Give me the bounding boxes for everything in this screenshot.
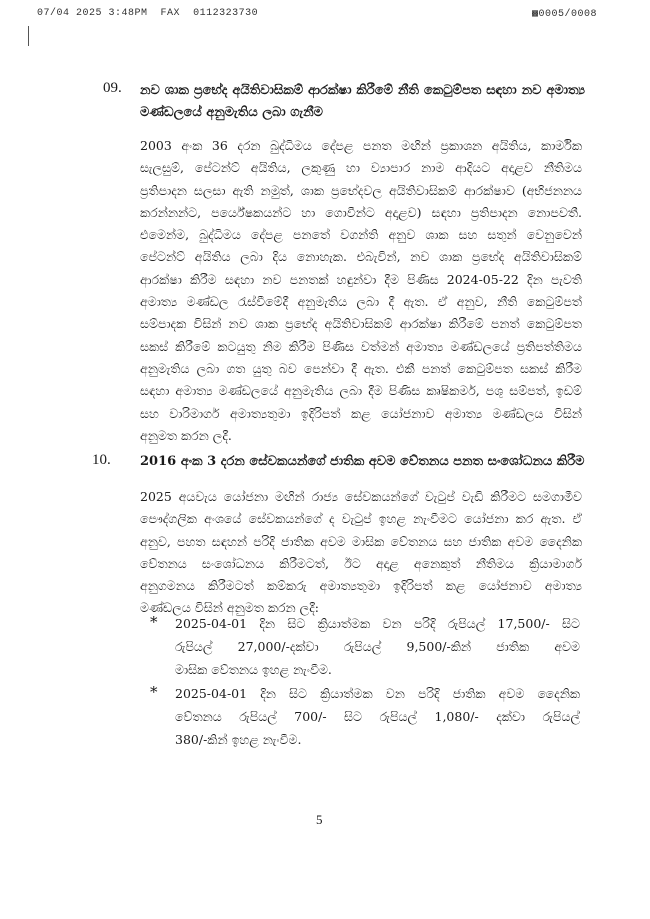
item-paragraph bbox=[140, 135, 582, 447]
paragraph-line: පෞද්ගලික අංශයේ සේවකයන්ගේ ද වැටුප් ඉහළ නැංවීමට යෝජනා කර ඇත. ඒ bbox=[140, 511, 582, 527]
paragraph-line: අනුව, පහත සඳහන් පරිදි ජාතික අවම මාසික වේතනය සහ ජාතික අවම දෛනික bbox=[140, 533, 582, 549]
paragraph-line: සම්පාදක විසින් නව ශාක ප්‍රභේද අයිතිවාසිකම් ආරක්ෂා කිරීමේ පනත් කෙටුම්පත bbox=[140, 316, 582, 332]
paragraph-line: අනුගමනය කිරීමටත් කම්කරු අමාත්‍යතුමා ඉදිරිපත් කළ යෝජනාව අමාත්‍ය bbox=[140, 578, 582, 594]
bullet-line: 2025-04-01 දින සිට ක්‍රියාත්මක වන පරිදි රුපියල් 17,500/- සිට bbox=[175, 616, 580, 631]
fax-label: FAX bbox=[160, 8, 181, 19]
paragraph-line: පේටන්ට් අයිතිය ලබා දිය නොහැක. එබැවින්, නව ශාක ප්‍රභේද අයිතිවාසිකම් bbox=[140, 249, 582, 265]
bullet-line: මාසික වේතනය ඉහළ නැංවීම. bbox=[175, 662, 332, 677]
paragraph-line: කරන්නන්ට, පර්යේෂකයන්ට හා ගොවීන්ට අදාළව) සඳහා ප්‍රතිපාදන නොපවතී. bbox=[140, 204, 582, 220]
bullet-line: 2025-04-01 දින සිට ක්‍රියාත්මක වන පරිදි ජාතික අවම දෛනික bbox=[175, 686, 580, 701]
paragraph-line: සහ වාරිමාර්ග අමාත්‍යතුමා ඉදිරිපත් කළ යෝජනාව අමාත්‍ය මණ්ඩලය විසින් bbox=[140, 405, 582, 421]
bullet-line: වේතනය රුපියල් 700/- සිට රුපියල් 1,080/- දක්වා රුපියල් bbox=[175, 709, 580, 724]
title-line: මණ්ඩලයේ අනුමැතිය ලබා ගැනීම bbox=[140, 105, 324, 120]
paragraph-line: ආරක්ෂා කිරීම සඳහා නව පනතක් හඳුන්වා දීම පිණිස 2024-05-22 දින පැවති bbox=[140, 271, 582, 287]
bullet-marker: * bbox=[150, 613, 158, 631]
paragraph-line: මණ්ඩලය විසින් අනුමත කරන ලදී: bbox=[140, 600, 319, 616]
paragraph-line: අනුමත කරන ලදී. bbox=[140, 427, 232, 443]
fax-header-left bbox=[37, 8, 258, 19]
paragraph-line: ප්‍රතිපාදන සලසා ඇති නමුත්, ශාක ප්‍රභේදවල අයිතිවාසිකම් ආරක්ෂාව (අභිජනනය bbox=[140, 182, 582, 198]
bullet-marker: * bbox=[150, 683, 158, 701]
fax-number: 0112323730 bbox=[193, 8, 259, 19]
item-paragraph bbox=[140, 486, 582, 620]
item-number: 09. bbox=[103, 80, 122, 96]
bullet-line: රුපියල් 27,000/-දක්වා රුපියල් 9,500/-කින් ජාතික අවම bbox=[175, 639, 580, 654]
fax-page-counter: 0005/0008 bbox=[538, 9, 598, 20]
paragraph-line: සඳහා අමාත්‍ය මණ්ඩලයේ අනුමැතිය ලබා දීම පිණිස කෘෂිකර්ම, පශු සම්පත්, ඉඩම් bbox=[140, 383, 582, 399]
bullet-item bbox=[175, 682, 580, 751]
item-title bbox=[140, 80, 585, 124]
paragraph-line: වේතනය සංශෝධනය කිරීමටත්, ඊට අදාළ අනෙකුත් නීතිමය ක්‍රියාමාර්ග bbox=[140, 555, 582, 571]
item-title bbox=[140, 451, 585, 473]
bullet-item bbox=[175, 612, 580, 681]
item-number: 10. bbox=[92, 452, 111, 468]
paragraph-line: අනුමැතිය ලබා ගත යුතු බව පෙන්වා දී ඇත. එකී පනත් කෙටුම්පත සකස් කිරීම bbox=[140, 360, 582, 376]
scan-margin-mark bbox=[28, 26, 29, 46]
bullet-line: 380/-කින් ඉහළ නැංවීම. bbox=[175, 732, 302, 747]
title-line: නව ශාක ප්‍රභේද අයිතිවාසිකම් ආරක්ෂා කිරීමේ නීති කෙටුම්පත සඳහා නව අමාත්‍ය bbox=[140, 83, 585, 98]
fax-header-right bbox=[532, 8, 597, 20]
paragraph-line: එමෙන්ම, බුද්ධිමය දේපළ පනතේ වගන්ති අනුව ශාක සහ සතුන් වෙනුවෙන් bbox=[140, 227, 582, 243]
paragraph-line: අමාත්‍ය මණ්ඩල රැස්වීමේදී අනුමැතිය ලබා දී ඇත. ඒ අනුව, නීති කෙටුම්පත් bbox=[140, 294, 582, 310]
paragraph-line: සකස් කිරීමේ කටයුතු නිම කිරීම පිණිස වත්මන් අමාත්‍ය මණ්ඩලයේ ප්‍රතිපත්තිමය bbox=[140, 338, 582, 354]
fax-datetime: 07/04 2025 3:48PM bbox=[37, 8, 148, 19]
title-line: 2016 අංක 3 දරන සේවකයන්ගේ ජාතික අවම වේතනය පනත සංශෝධනය කිරීම bbox=[140, 454, 585, 469]
paragraph-line: සැලසුම්, පේටන්ට් අයිතිය, ලකුණු හා ව්‍යාපාර නාම ආදියට අදාළව නීතිමය bbox=[140, 160, 582, 176]
fax-page-icon: ▩ bbox=[532, 9, 539, 20]
page-number: 5 bbox=[316, 812, 323, 827]
paragraph-line: 2025 අයවැය යෝජනා මඟින් රාජ්‍ය සේවකයන්ගේ වැටුප් වැඩි කිරීමට සමගාමීව bbox=[140, 489, 582, 504]
paragraph-line: 2003 අංක 36 දරන බුද්ධිමය දේපළ පනත මඟින් ප්‍රකාශන අයිතිය, කාර්මික bbox=[140, 138, 582, 153]
